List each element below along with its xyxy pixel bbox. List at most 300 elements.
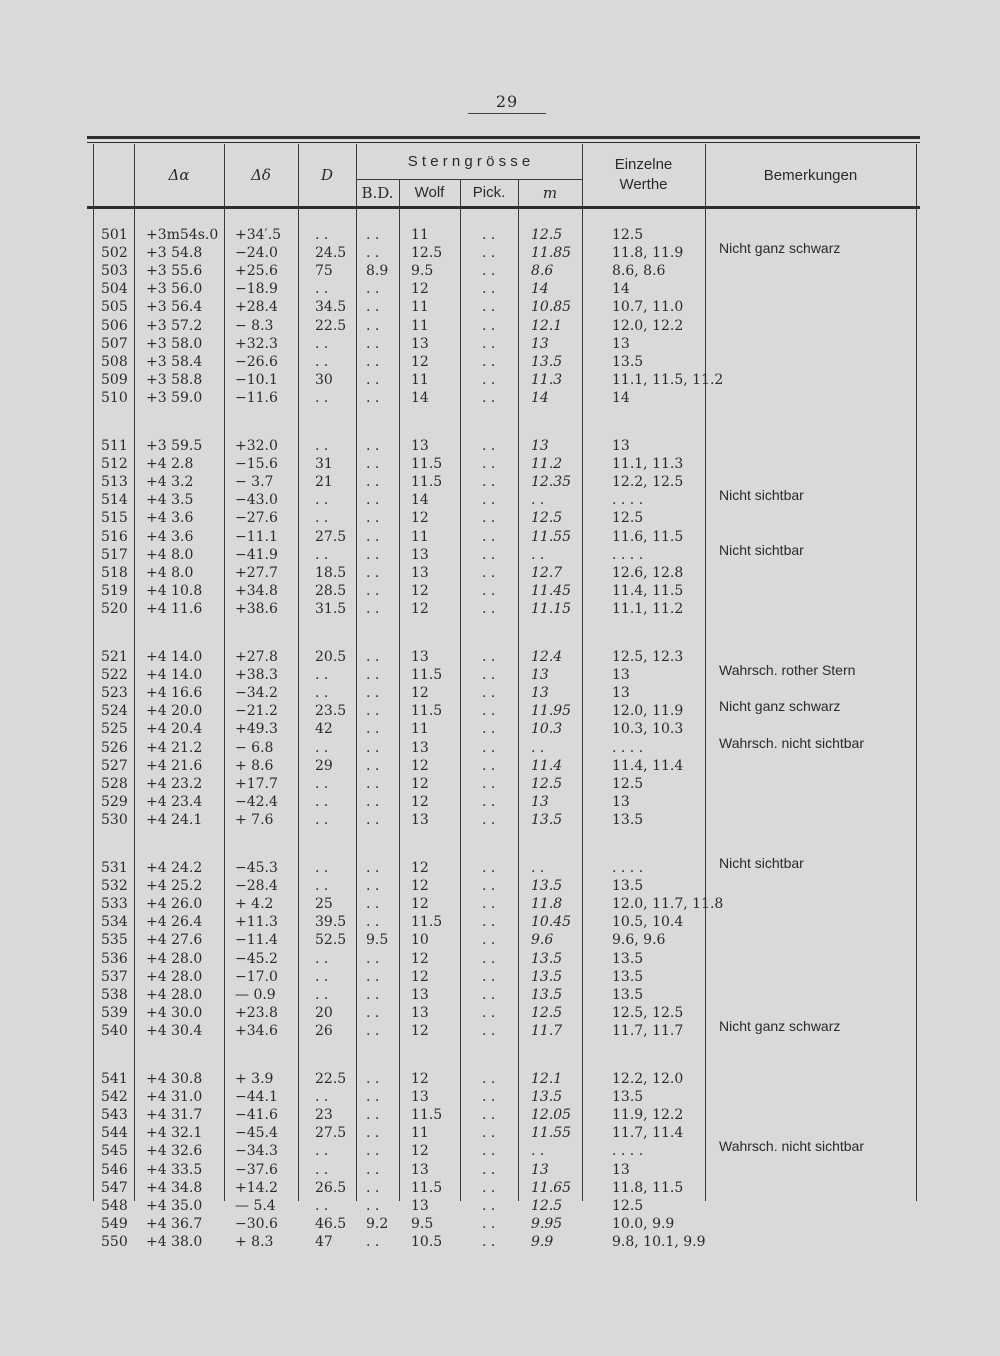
cell-d: . . <box>315 546 329 563</box>
cell-pick: . . <box>482 438 496 454</box>
cell-num: 531 <box>101 860 128 876</box>
cell-d: . . <box>315 793 329 810</box>
cell-da: +4 26.0 <box>146 896 203 913</box>
cell-d: . . <box>315 739 329 756</box>
cell-wolf: 12 <box>411 353 429 370</box>
cell-da: +4 30.8 <box>146 1071 203 1087</box>
cell-d: 26 <box>315 1022 333 1039</box>
cell-da: +3 54.8 <box>146 245 203 262</box>
cell-wolf: 11 <box>411 528 429 545</box>
cell-da: +4 33.5 <box>146 1161 203 1178</box>
cell-ew: 13 <box>612 1161 630 1178</box>
cell-m: 8.6 <box>531 263 554 280</box>
cell-bd: 9.5 <box>366 932 389 949</box>
cell-d: 20.5 <box>315 649 347 665</box>
cell-num: 543 <box>101 1107 128 1124</box>
cell-bd: . . <box>366 492 380 509</box>
cell-da: +4 14.0 <box>146 667 203 684</box>
cell-bd: . . <box>366 703 380 720</box>
cell-bd: . . <box>366 528 380 545</box>
cell-da: +4 23.4 <box>146 793 203 810</box>
table-row <box>87 1233 920 1251</box>
cell-da: +4 28.0 <box>146 950 203 967</box>
cell-bd: . . <box>366 1089 380 1106</box>
cell-bd: . . <box>366 811 380 828</box>
cell-num: 511 <box>101 438 128 454</box>
header-delta-alpha: Δα <box>168 166 190 184</box>
cell-bd: . . <box>366 281 380 298</box>
cell-num: 546 <box>101 1161 128 1178</box>
cell-bd: . . <box>366 546 380 563</box>
sterngroesse-rule <box>356 179 582 180</box>
cell-dd: − 3.7 <box>235 474 274 491</box>
cell-da: +4 24.1 <box>146 811 203 828</box>
remark-text: Nicht ganz schwarz <box>719 1017 841 1034</box>
table-row <box>87 1179 920 1197</box>
cell-wolf: 14 <box>411 492 429 509</box>
table-row <box>87 1088 920 1106</box>
table-row <box>87 1215 920 1233</box>
cell-bd: . . <box>366 1233 380 1250</box>
table-row <box>87 877 920 895</box>
cell-pick: . . <box>482 703 496 720</box>
cell-d: 23.5 <box>315 703 347 720</box>
cell-num: 532 <box>101 878 128 895</box>
cell-num: 540 <box>101 1022 128 1039</box>
cell-dd: − 8.3 <box>235 317 274 334</box>
cell-dd: −45.2 <box>235 950 278 967</box>
cell-wolf: 12 <box>411 950 429 967</box>
cell-ew: 11.8, 11.9 <box>612 245 684 262</box>
cell-num: 518 <box>101 564 128 581</box>
cell-ew: . . . . <box>612 1143 644 1160</box>
cell-bd: . . <box>366 389 380 406</box>
cell-d: . . <box>315 1161 329 1178</box>
cell-m: 11.95 <box>531 703 572 720</box>
cell-wolf: 12 <box>411 878 429 895</box>
cell-dd: −27.6 <box>235 510 278 527</box>
cell-da: +4 21.2 <box>146 739 203 756</box>
cell-d: 26.5 <box>315 1179 347 1196</box>
cell-d: . . <box>315 950 329 967</box>
cell-num: 512 <box>101 456 128 473</box>
remark-text: Nicht ganz schwarz <box>719 240 841 257</box>
cell-m: 13 <box>531 793 549 810</box>
cell-d: 39.5 <box>315 914 347 931</box>
cell-d: 20 <box>315 1004 333 1021</box>
cell-num: 541 <box>101 1071 128 1087</box>
cell-d: . . <box>315 335 329 352</box>
table-row <box>87 950 920 968</box>
cell-d: . . <box>315 281 329 298</box>
cell-da: +4 27.6 <box>146 932 203 949</box>
cell-m: 13.5 <box>531 811 563 828</box>
cell-bd: . . <box>366 456 380 473</box>
cell-ew: 10.0, 9.9 <box>612 1215 675 1232</box>
cell-m: 9.95 <box>531 1215 563 1232</box>
cell-num: 517 <box>101 546 128 563</box>
header-wolf: Wolf <box>414 184 445 201</box>
cell-ew: 12.5, 12.5 <box>612 1004 684 1021</box>
header-bottom-rule <box>87 206 920 209</box>
cell-ew: 13.5 <box>612 811 644 828</box>
cell-wolf: 11 <box>411 227 429 243</box>
cell-wolf: 12 <box>411 582 429 599</box>
cell-da: +4 32.6 <box>146 1143 203 1160</box>
cell-num: 539 <box>101 1004 128 1021</box>
cell-dd: −45.4 <box>235 1125 278 1142</box>
cell-da: +4 26.4 <box>146 914 203 931</box>
cell-m: 13.5 <box>531 1089 563 1106</box>
cell-dd: — 0.9 <box>235 986 276 1003</box>
table-row <box>87 280 920 298</box>
cell-dd: −18.9 <box>235 281 278 298</box>
header-bemerkungen: Bemerkungen <box>763 167 858 184</box>
cell-wolf: 12 <box>411 860 429 876</box>
table-row <box>87 986 920 1004</box>
header-werthe: Werthe <box>619 176 668 193</box>
table-row <box>87 298 920 316</box>
remark-text: Nicht sichtbar <box>719 855 804 871</box>
cell-pick: . . <box>482 600 496 617</box>
cell-m: 14 <box>531 281 549 298</box>
cell-da: +4 23.2 <box>146 775 203 792</box>
cell-bd: . . <box>366 564 380 581</box>
cell-ew: 12.6, 12.8 <box>612 564 684 581</box>
cell-ew: 8.6, 8.6 <box>612 263 666 280</box>
cell-bd: . . <box>366 739 380 756</box>
star-table <box>87 136 920 1250</box>
cell-da: +4 3.2 <box>146 474 194 491</box>
cell-pick: . . <box>482 389 496 406</box>
cell-da: +3 58.4 <box>146 353 203 370</box>
cell-bd: . . <box>366 317 380 334</box>
cell-bd: . . <box>366 914 380 931</box>
cell-da: +4 21.6 <box>146 757 203 774</box>
cell-ew: 13 <box>612 685 630 702</box>
cell-bd: . . <box>366 1022 380 1039</box>
cell-num: 508 <box>101 353 128 370</box>
cell-d: 42 <box>315 721 333 738</box>
cell-pick: . . <box>482 1197 496 1214</box>
cell-ew: 13.5 <box>612 950 644 967</box>
cell-bd: . . <box>366 986 380 1003</box>
cell-ew: 13 <box>612 438 630 454</box>
cell-dd: −10.1 <box>235 371 278 388</box>
cell-dd: −11.6 <box>235 389 278 406</box>
cell-wolf: 10 <box>411 932 429 949</box>
cell-num: 537 <box>101 968 128 985</box>
cell-wolf: 13 <box>411 739 429 756</box>
cell-bd: . . <box>366 793 380 810</box>
cell-dd: −11.1 <box>235 528 278 545</box>
cell-da: +4 30.4 <box>146 1022 203 1039</box>
cell-bd: . . <box>366 878 380 895</box>
cell-num: 515 <box>101 510 128 527</box>
cell-pick: . . <box>482 1004 496 1021</box>
cell-wolf: 13 <box>411 1089 429 1106</box>
cell-ew: 13 <box>612 335 630 352</box>
table-top-rule <box>87 136 920 139</box>
cell-pick: . . <box>482 474 496 491</box>
cell-dd: −34.3 <box>235 1143 278 1160</box>
cell-ew: 10.5, 10.4 <box>612 914 684 931</box>
cell-dd: +32.0 <box>235 438 278 454</box>
cell-dd: +14.2 <box>235 1179 278 1196</box>
cell-wolf: 11.5 <box>411 914 443 931</box>
cell-da: +3 59.0 <box>146 389 203 406</box>
cell-m: 12.7 <box>531 564 563 581</box>
cell-bd: . . <box>366 1143 380 1160</box>
cell-da: +3 56.4 <box>146 299 203 316</box>
cell-dd: −17.0 <box>235 968 278 985</box>
cell-da: +3 58.0 <box>146 335 203 352</box>
cell-da: +4 14.0 <box>146 649 203 665</box>
cell-ew: 12.5, 12.3 <box>612 649 684 665</box>
cell-wolf: 13 <box>411 1197 429 1214</box>
cell-ew: 11.4, 11.5 <box>612 582 684 599</box>
cell-num: 501 <box>101 227 128 243</box>
cell-da: +4 30.0 <box>146 1004 203 1021</box>
cell-da: +4 8.0 <box>146 564 194 581</box>
cell-d: . . <box>315 878 329 895</box>
cell-d: . . <box>315 510 329 527</box>
cell-wolf: 13 <box>411 1161 429 1178</box>
cell-num: 530 <box>101 811 128 828</box>
header-einzelne: Einzelne <box>614 156 673 173</box>
cell-d: 47 <box>315 1233 333 1250</box>
cell-d: 21 <box>315 474 333 491</box>
cell-pick: . . <box>482 245 496 262</box>
cell-wolf: 11 <box>411 317 429 334</box>
cell-da: +3 56.0 <box>146 281 203 298</box>
cell-pick: . . <box>482 281 496 298</box>
cell-dd: −44.1 <box>235 1089 278 1106</box>
cell-ew: . . . . <box>612 546 644 563</box>
cell-wolf: 13 <box>411 546 429 563</box>
cell-da: +4 24.2 <box>146 860 203 876</box>
cell-bd: . . <box>366 685 380 702</box>
cell-wolf: 12 <box>411 685 429 702</box>
cell-m: 10.3 <box>531 721 563 738</box>
table-row <box>87 564 920 582</box>
cell-num: 547 <box>101 1179 128 1196</box>
cell-ew: 12.2, 12.5 <box>612 474 684 491</box>
cell-num: 513 <box>101 474 128 491</box>
cell-dd: — 5.4 <box>235 1197 276 1214</box>
cell-d: 22.5 <box>315 317 347 334</box>
cell-dd: −41.6 <box>235 1107 278 1124</box>
header-delta-delta: Δδ <box>251 166 271 184</box>
cell-wolf: 10.5 <box>411 1233 443 1250</box>
cell-dd: −24.0 <box>235 245 278 262</box>
cell-m: 12.5 <box>531 1197 563 1214</box>
cell-d: 31.5 <box>315 600 347 617</box>
cell-pick: . . <box>482 950 496 967</box>
cell-wolf: 13 <box>411 811 429 828</box>
cell-m: 13.5 <box>531 353 563 370</box>
cell-d: . . <box>315 986 329 1003</box>
cell-bd: . . <box>366 1071 380 1087</box>
cell-ew: 11.8, 11.5 <box>612 1179 684 1196</box>
cell-num: 503 <box>101 263 128 280</box>
cell-num: 506 <box>101 317 128 334</box>
cell-bd: . . <box>366 968 380 985</box>
cell-bd: . . <box>366 510 380 527</box>
cell-dd: +34.8 <box>235 582 278 599</box>
cell-m: 11.7 <box>531 1022 563 1039</box>
cell-bd: 8.9 <box>366 263 389 280</box>
cell-dd: +27.8 <box>235 649 278 665</box>
cell-num: 514 <box>101 492 128 509</box>
cell-d: 24.5 <box>315 245 347 262</box>
cell-dd: +28.4 <box>235 299 278 316</box>
cell-m: 11.65 <box>531 1179 572 1196</box>
cell-m: 11.3 <box>531 371 563 388</box>
cell-m: 13.5 <box>531 968 563 985</box>
cell-dd: −34.2 <box>235 685 278 702</box>
cell-pick: . . <box>482 582 496 599</box>
cell-ew: 13 <box>612 667 630 684</box>
cell-ew: 12.5 <box>612 1197 644 1214</box>
table-row <box>87 1197 920 1215</box>
header-sterngroesse: S t e r n g r ö s s e <box>407 153 531 170</box>
remark-text: Wahrsch. nicht sichtbar <box>719 1138 864 1155</box>
cell-bd: . . <box>366 667 380 684</box>
cell-wolf: 13 <box>411 335 429 352</box>
cell-bd: . . <box>366 245 380 262</box>
cell-dd: −45.3 <box>235 860 278 876</box>
cell-wolf: 14 <box>411 389 429 406</box>
cell-d: . . <box>315 860 329 876</box>
cell-dd: +25.6 <box>235 263 278 280</box>
cell-dd: −42.4 <box>235 793 278 810</box>
cell-ew: 14 <box>612 281 630 298</box>
cell-num: 522 <box>101 667 128 684</box>
cell-dd: +34.6 <box>235 1022 278 1039</box>
cell-da: +3m54s.0 <box>146 227 219 243</box>
cell-pick: . . <box>482 263 496 280</box>
table-row <box>87 437 920 455</box>
cell-dd: −37.6 <box>235 1161 278 1178</box>
cell-m: 12.5 <box>531 775 563 792</box>
cell-m: . . <box>531 546 545 563</box>
cell-ew: 13.5 <box>612 968 644 985</box>
cell-bd: . . <box>366 757 380 774</box>
cell-num: 520 <box>101 600 128 617</box>
cell-bd: . . <box>366 582 380 599</box>
remark-text: Nicht sichtbar <box>719 541 804 558</box>
cell-d: 27.5 <box>315 1125 347 1142</box>
cell-dd: +17.7 <box>235 775 278 792</box>
cell-num: 526 <box>101 739 128 756</box>
cell-d: 46.5 <box>315 1215 347 1232</box>
cell-da: +4 35.0 <box>146 1197 203 1214</box>
cell-num: 525 <box>101 721 128 738</box>
cell-dd: +49.3 <box>235 721 278 738</box>
cell-ew: 13 <box>612 793 630 810</box>
cell-ew: 12.0, 12.2 <box>612 317 684 334</box>
cell-ew: 11.1, 11.5, 11.2 <box>612 371 724 388</box>
cell-wolf: 12 <box>411 968 429 985</box>
cell-m: 13 <box>531 335 549 352</box>
cell-wolf: 12 <box>411 600 429 617</box>
cell-pick: . . <box>482 227 496 243</box>
cell-ew: . . . . <box>612 739 644 756</box>
cell-m: . . <box>531 1143 545 1160</box>
cell-bd: . . <box>366 1107 380 1124</box>
cell-d: . . <box>315 667 329 684</box>
cell-m: . . <box>531 860 545 876</box>
cell-wolf: 11.5 <box>411 474 443 491</box>
cell-m: 11.45 <box>531 582 572 599</box>
table-row <box>87 931 920 949</box>
cell-wolf: 13 <box>411 1004 429 1021</box>
cell-wolf: 9.5 <box>411 1215 434 1232</box>
table-row <box>87 757 920 775</box>
cell-pick: . . <box>482 371 496 388</box>
cell-wolf: 13 <box>411 438 429 454</box>
cell-d: 75 <box>315 263 333 280</box>
cell-pick: . . <box>482 528 496 545</box>
cell-num: 536 <box>101 950 128 967</box>
cell-da: +4 36.7 <box>146 1215 203 1232</box>
cell-m: 9.6 <box>531 932 554 949</box>
table-row <box>87 582 920 600</box>
cell-num: 545 <box>101 1143 128 1160</box>
cell-dd: −28.4 <box>235 878 278 895</box>
cell-dd: + 3.9 <box>235 1071 274 1087</box>
cell-d: 23 <box>315 1107 333 1124</box>
cell-m: 12.4 <box>531 649 563 665</box>
table-row <box>87 913 920 931</box>
cell-da: +4 32.1 <box>146 1125 203 1142</box>
cell-d: 31 <box>315 456 333 473</box>
table-row <box>87 1106 920 1124</box>
cell-wolf: 12 <box>411 757 429 774</box>
cell-wolf: 11.5 <box>411 703 443 720</box>
cell-dd: −41.9 <box>235 546 278 563</box>
cell-num: 509 <box>101 371 128 388</box>
header-m: m <box>542 184 558 202</box>
cell-wolf: 11.5 <box>411 456 443 473</box>
remark-text: Wahrsch. nicht sichtbar <box>719 734 864 751</box>
cell-d: 28.5 <box>315 582 347 599</box>
cell-dd: +23.8 <box>235 1004 278 1021</box>
cell-d: . . <box>315 227 329 243</box>
cell-bd: . . <box>366 775 380 792</box>
cell-ew: 9.6, 9.6 <box>612 932 666 949</box>
cell-pick: . . <box>482 353 496 370</box>
cell-ew: 14 <box>612 389 630 406</box>
cell-num: 535 <box>101 932 128 949</box>
cell-d: 22.5 <box>315 1071 347 1087</box>
cell-num: 528 <box>101 775 128 792</box>
cell-d: . . <box>315 438 329 454</box>
cell-wolf: 9.5 <box>411 263 434 280</box>
table-row <box>87 262 920 280</box>
cell-dd: −43.0 <box>235 492 278 509</box>
cell-da: +4 16.6 <box>146 685 203 702</box>
cell-bd: . . <box>366 1179 380 1196</box>
cell-m: 10.45 <box>531 914 572 931</box>
cell-num: 524 <box>101 703 128 720</box>
cell-wolf: 11.5 <box>411 1107 443 1124</box>
cell-pick: . . <box>482 1107 496 1124</box>
cell-wolf: 13 <box>411 649 429 665</box>
cell-bd: . . <box>366 371 380 388</box>
cell-num: 502 <box>101 245 128 262</box>
